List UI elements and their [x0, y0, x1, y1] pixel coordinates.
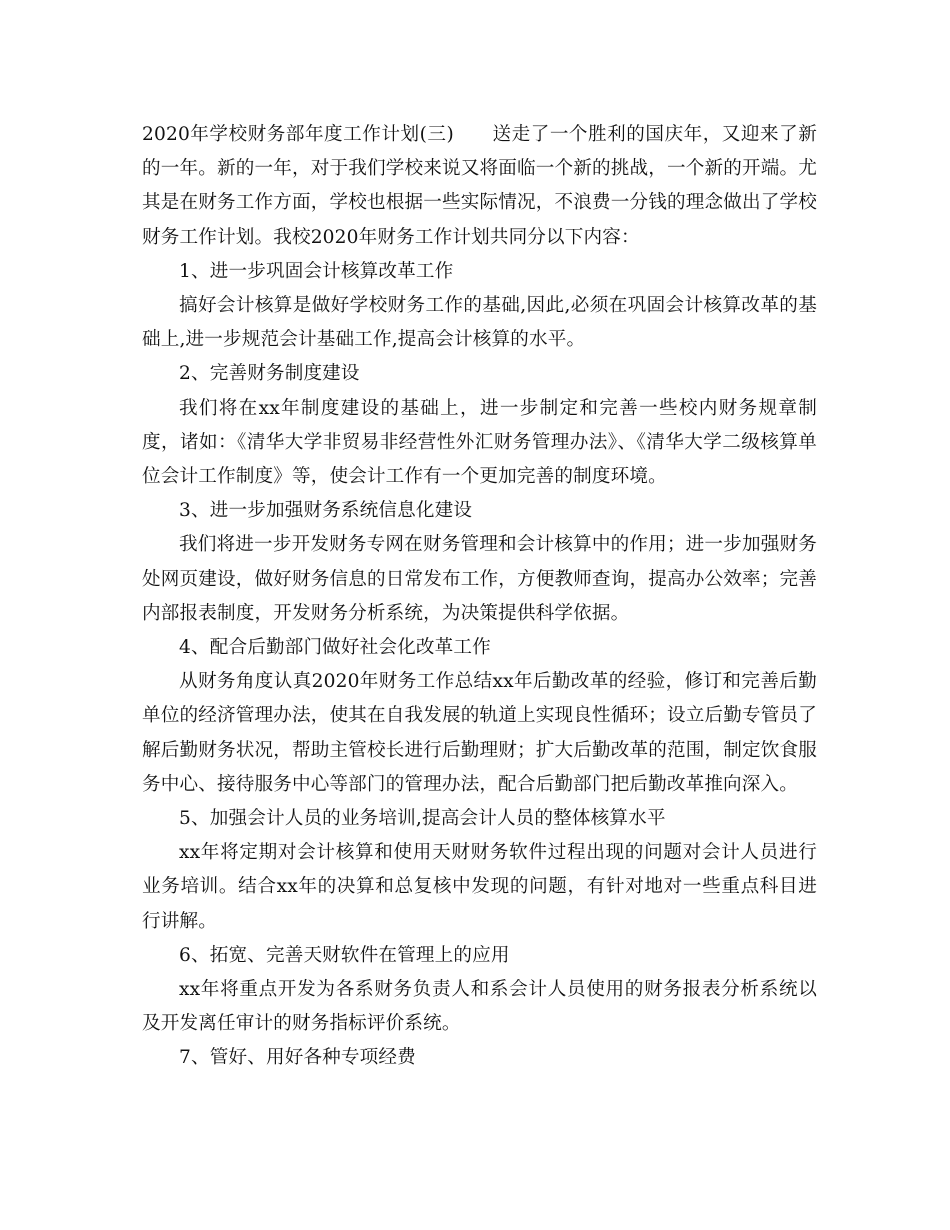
- section-body-1: 搞好会计核算是做好学校财务工作的基础,因此,必须在巩固会计核算改革的基础上,进一步规范会计基础工作,提高会计核算的水平。: [142, 295, 817, 351]
- section-heading-2: 2、完善财务制度建设: [179, 363, 360, 385]
- section-body-3: 我们将进一步开发财务专网在财务管理和会计核算中的作用；进一步加强财务处网页建设，做好财务信息的日常发布工作，方便教师查询，提高办公效率；完善内部报表制度，开发财务分析系统，为决策提供科学依据。: [142, 534, 817, 624]
- section-heading-6: 6、拓宽、完善天财软件在管理上的应用: [179, 944, 510, 966]
- section-body-5: xx年将定期对会计核算和使用天财财务软件过程出现的问题对会计人员进行业务培训。结合xx年的决算和总复核中发现的问题，有针对地对一些重点科目进行讲解。: [142, 842, 817, 932]
- document-content: [142, 118, 817, 1076]
- section-heading-5: 5、加强会计人员的业务培训,提高会计人员的整体核算水平: [179, 808, 666, 830]
- section-body-6: xx年将重点开发为各系财务负责人和系会计人员使用的财务报表分析系统以及开发离任审计的财务指标评价系统。: [142, 979, 817, 1035]
- section-heading-1: 1、进一步巩固会计核算改革工作: [179, 260, 454, 282]
- section-heading-4: 4、配合后勤部门做好社会化改革工作: [179, 637, 491, 659]
- intro-paragraph: 2020年学校财务部年度工作计划(三) 送走了一个胜利的国庆年，又迎来了新的一年。新的一年，对于我们学校来说又将面临一个新的挑战，一个新的开端。尤其是在财务工作方面，学校也根据一些实际情况，不浪费一分钱的理念做出了学校财务工作计划。我校2020年财务工作计划共同分以下内容：: [142, 124, 817, 248]
- section-body-4: 从财务角度认真2020年财务工作总结xx年后勤改革的经验，修订和完善后勤单位的经济管理办法，使其在自我发展的轨道上实现良性循环；设立后勤专管员了解后勤财务状况，帮助主管校长进行后勤理财；扩大后勤改革的范围，制定饮食服务中心、接待服务中心等部门的管理办法，配合后勤部门把后勤改革推向深入。: [142, 671, 817, 795]
- section-body-2: 我们将在xx年制度建设的基础上，进一步制定和完善一些校内财务规章制度，诸如：《清华大学非贸易非经营性外汇财务管理办法》、《清华大学二级核算单位会计工作制度》等，使会计工作有一个更加完善的制度环境。: [142, 397, 817, 488]
- section-heading-3: 3、进一步加强财务系统信息化建设: [179, 500, 473, 522]
- section-heading-7: 7、管好、用好各种专项经费: [179, 1047, 416, 1069]
